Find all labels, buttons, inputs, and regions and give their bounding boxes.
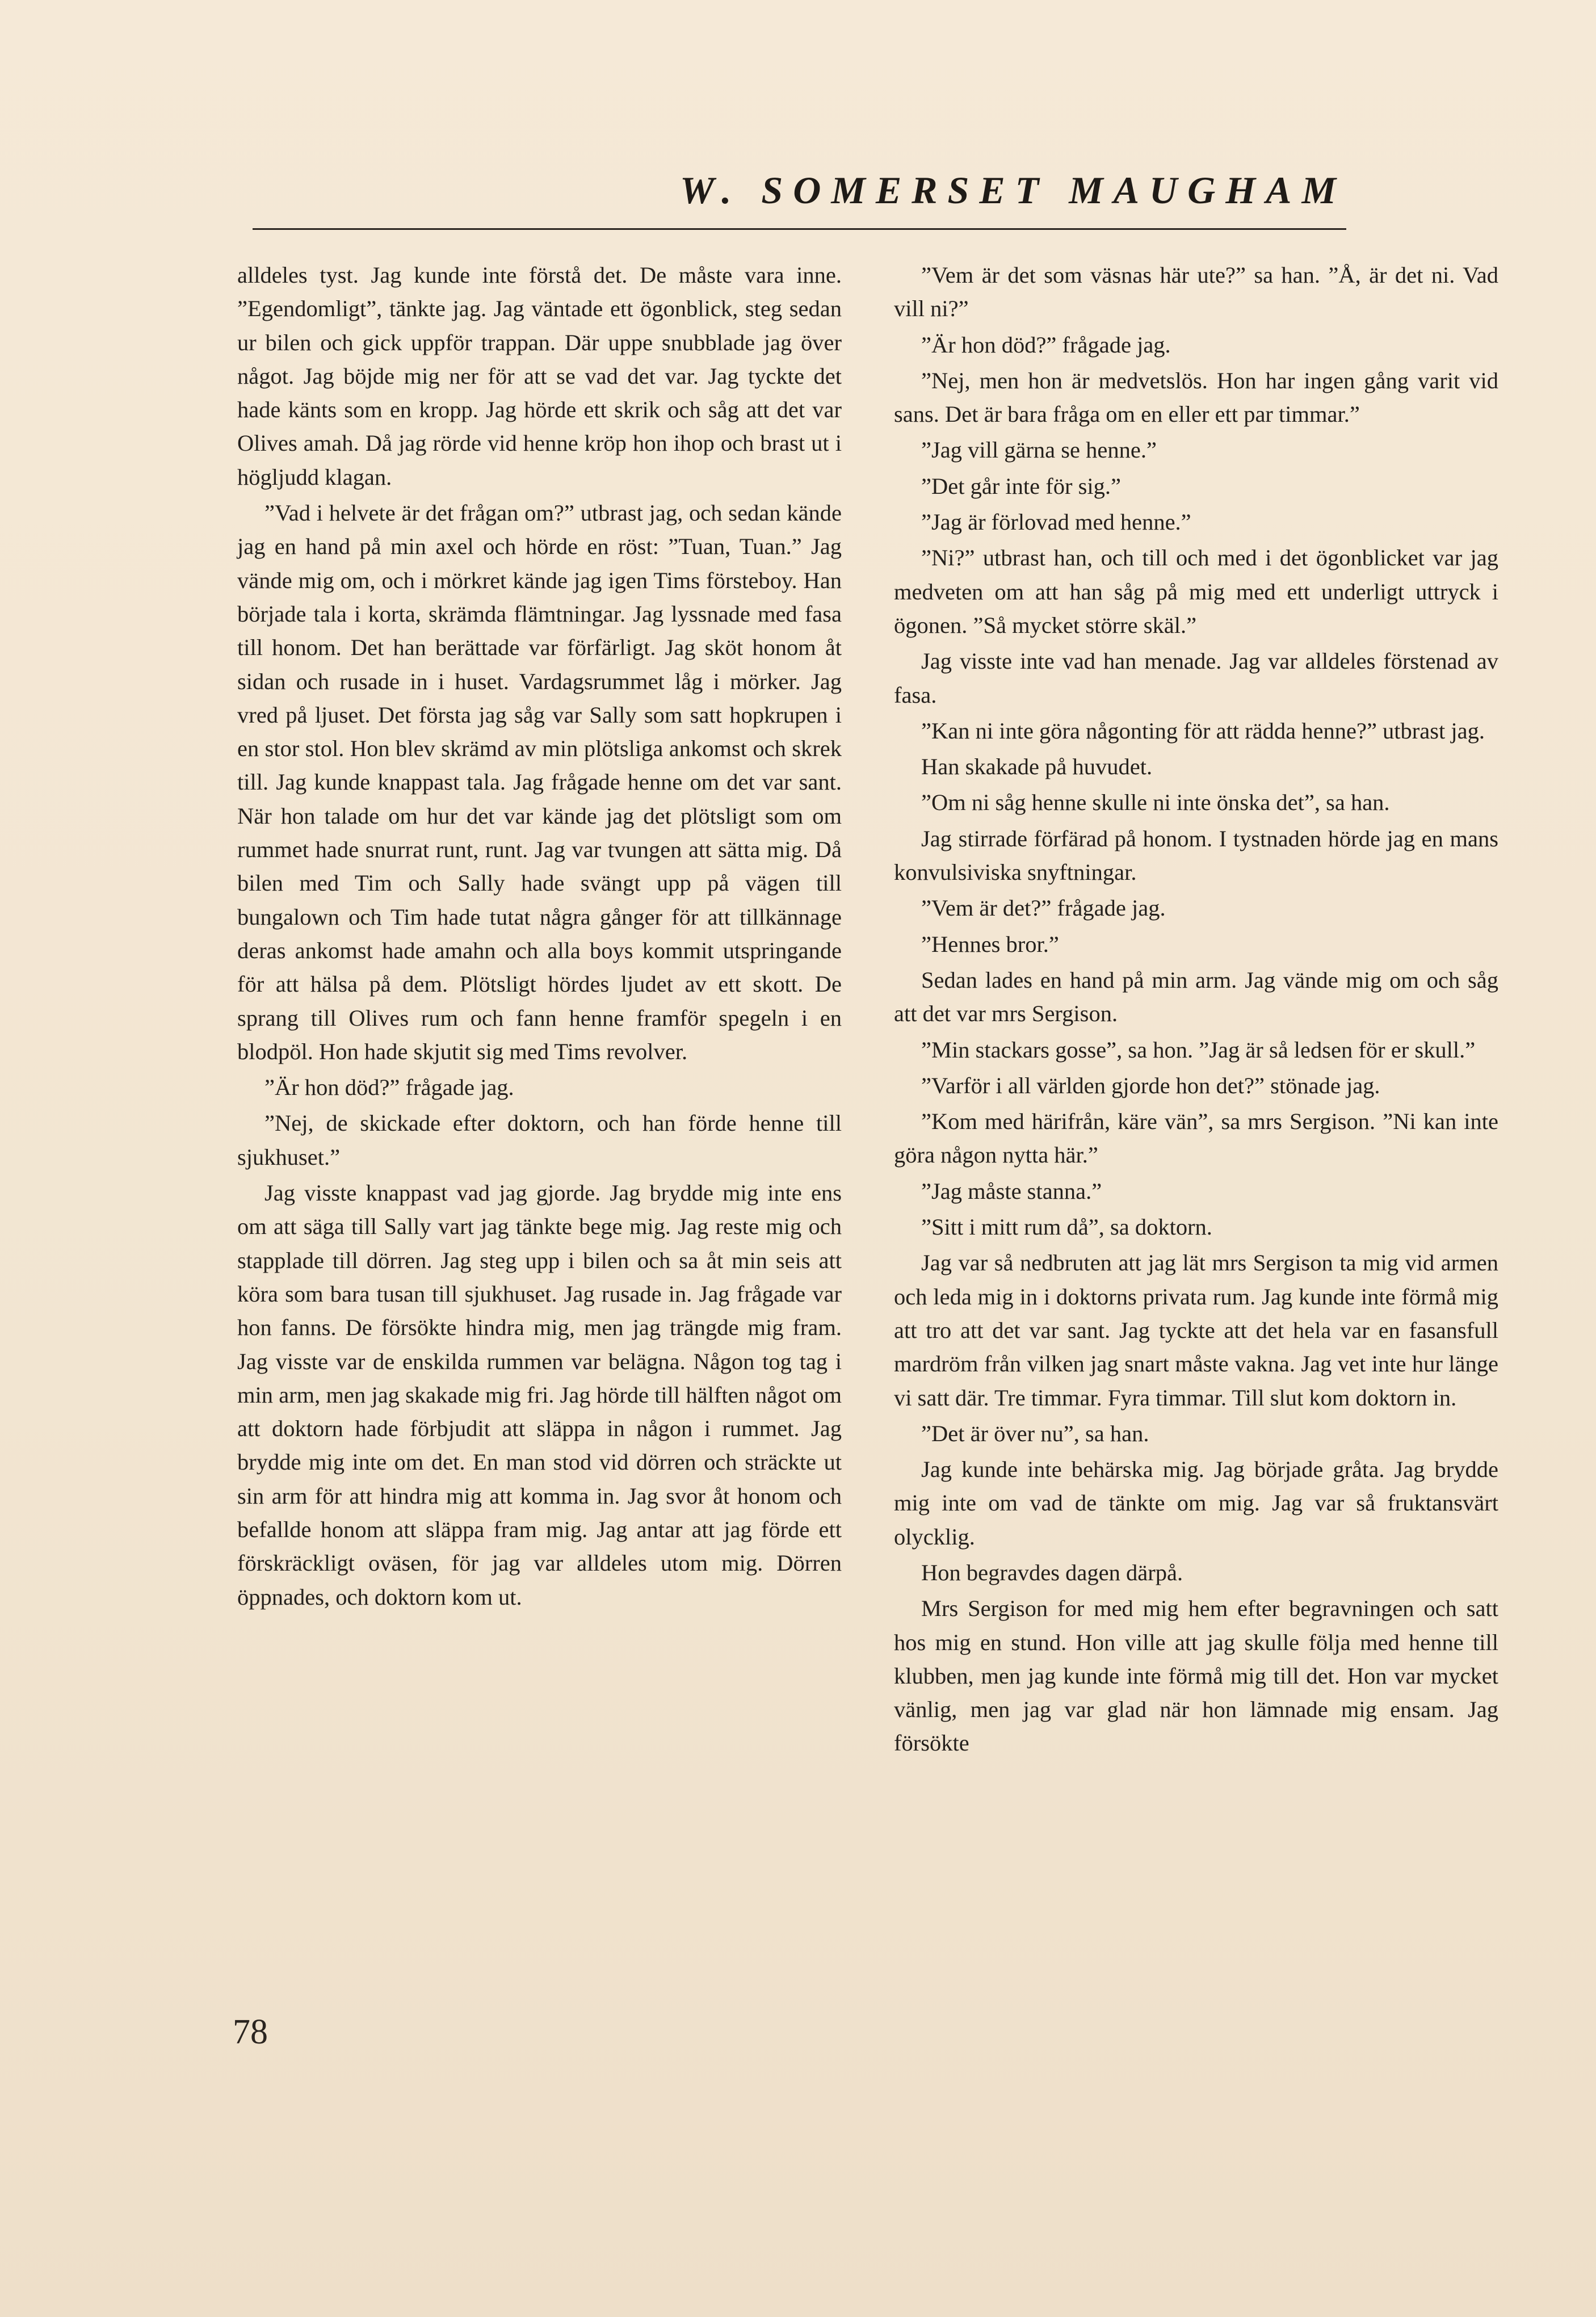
paragraph: ”Kan ni inte göra någonting för att rädda henne?” utbrast jag. [921, 717, 1485, 744]
paragraph: ”Det går inte för sig.” [921, 473, 1121, 499]
paragraph: ”Varför i all världen gjorde hon det?” stönade jag. [921, 1072, 1380, 1098]
paragraph: ”Nej, men hon är medvetslös. Hon har ingen gång varit vid sans. Det är bara fråga om en eller ett par timmar.” [894, 367, 1498, 427]
paragraph: ”Vad i helvete är det frågan om?” utbrast jag, och sedan kände jag en hand på min axel och hörde en röst: ”Tuan, Tuan.” Jag vände mig om, och i mörkret kände jag igen Tims försteboy. Han började tala i korta, skrämda flämtningar. Jag lyssnade med fasa till honom. Det han berättade var förfärligt. Jag sköt honom åt sidan och rusade in i huset. Vardagsrummet låg i mörker. Jag vred på ljuset. Det första jag såg var Sally som satt hopkrupen i en stor stol. Hon blev skrämd av min plötsliga ankomst och skrek till. Jag kunde knappast tala. Jag frågade henne om det var sant. När hon talade om hur det var kände jag det plötsligt som om rummet hade snurrat runt, runt. Jag var tvungen att sätta mig. Då bilen med Tim och Sally hade svängt upp på vägen till bungalown och Tim hade tutat några gånger för att tillkännage deras ankomst hade amahn och alla boys kommit utspringande för att hälsa på dem. Plötsligt hördes ljudet av ett skott. De sprang till Olives rum och fann henne framför spegeln i en blodpöl. Hon hade skjutit sig med Tims revolver. [237, 500, 842, 1064]
paragraph: ”Hennes bror.” [921, 931, 1059, 957]
paragraph: ”Vem är det som väsnas här ute?” sa han. ”Å, är det ni. Vad vill ni?” [894, 262, 1498, 322]
paragraph: Jag var så nedbruten att jag lät mrs Sergison ta mig vid armen och leda mig in i doktorns privata rum. Jag kunde inte förmå mig att tro att det var sant. Jag tyckte att det hela var en fasansfull mardröm från vilken jag snart måste vakna. Jag vet inte hur länge vi satt där. Tre timmar. Fyra timmar. Till slut kom doktorn in. [894, 1250, 1498, 1411]
paragraph: ”Kom med härifrån, käre vän”, sa mrs Sergison. ”Ni kan inte göra någon nytta här.” [894, 1109, 1498, 1168]
paragraph: Jag kunde inte behärska mig. Jag började gråta. Jag brydde mig inte om vad de tänkte om mig. Jag var så fruktansvärt olycklig. [894, 1456, 1498, 1550]
running-header: W. SOMERSET MAUGHAM [680, 169, 1346, 212]
paragraph: ”Vem är det?” frågade jag. [921, 895, 1166, 921]
paragraph: ”Ni?” utbrast han, och till och med i det ögonblicket var jag medveten om att han såg på mig med ett underligt uttryck i ögonen. ”Så mycket större skäl.” [894, 545, 1498, 638]
paragraph: ”Om ni såg henne skulle ni inte önska det”, sa han. [921, 790, 1390, 816]
paragraph: ”Är hon död?” frågade jag. [264, 1074, 514, 1101]
paragraph: Hon begravdes dagen därpå. [921, 1559, 1183, 1585]
paragraph: ”Min stackars gosse”, sa hon. ”Jag är så ledsen för er skull.” [921, 1036, 1476, 1063]
paragraph: ”Det är över nu”, sa han. [921, 1420, 1149, 1446]
paragraph: ”Nej, de skickade efter doktorn, och han förde henne till sjukhuset.” [237, 1110, 842, 1170]
paragraph: ”Jag måste stanna.” [921, 1178, 1102, 1204]
paragraph: Mrs Sergison for med mig hem efter begravningen och satt hos mig en stund. Hon ville att jag skulle följa med henne till klubben, men jag kunde inte förmå mig till det. Hon var mycket vänlig, men jag var glad när hon lämnade mig ensam. Jag försökte [894, 1596, 1498, 1756]
paragraph: ”Jag är förlovad med henne.” [921, 509, 1191, 535]
paragraph: Sedan lades en hand på min arm. Jag vände mig om och såg att det var mrs Sergison. [894, 967, 1498, 1027]
left-column [237, 258, 842, 1616]
paragraph: ”Sitt i mitt rum då”, sa doktorn. [921, 1214, 1212, 1240]
paragraph: ”Jag vill gärna se henne.” [921, 437, 1157, 463]
header-rule [253, 228, 1346, 230]
paragraph: Han skakade på huvudet. [921, 754, 1153, 780]
paragraph: Jag stirrade förfärad på honom. I tystnaden hörde jag en mans konvulsiviska snyftningar. [894, 825, 1498, 885]
right-column [894, 258, 1498, 1762]
paragraph: Jag visste knappast vad jag gjorde. Jag brydde mig inte ens om att säga till Sally vart jag tänkte bege mig. Jag reste mig och stapplade till dörren. Jag steg upp i bilen och sa åt min seis att köra som bara tusan till sjukhuset. Jag rusade in. Jag frågade var hon fanns. De försökte hindra mig, men jag trängde mig fram. Jag visste var de enskilda rummen var belägna. Någon tog tag i min arm, men jag skakade mig fri. Jag hörde till hälften något om att doktorn hade förbjudit att släppa in någon i rummet. Jag brydde mig inte om det. En man stod vid dörren och sträckte ut sin arm för att hindra mig att komma in. Jag svor åt honom och befallde honom att släppa fram mig. Jag antar att jag förde ett förskräckligt oväsen, för jag var alldeles utom mig. Dörren öppnades, och doktorn kom ut. [237, 1180, 842, 1610]
paragraph: ”Är hon död?” frågade jag. [921, 331, 1171, 358]
page-number: 78 [233, 2013, 268, 2051]
paragraph: alldeles tyst. Jag kunde inte förstå det. De måste vara inne. ”Egendomligt”, tänkte jag. Jag väntade ett ögonblick, steg sedan ur bilen och gick uppför trappan. Där uppe snubblade jag över något. Jag böjde mig ner för att se vad det var. Jag tyckte det hade känts som en kropp. Jag hörde ett skrik och såg att det var Olives amah. Då jag rörde vid henne kröp hon ihop och brast ut i högljudd klagan. [237, 262, 842, 490]
paragraph: Jag visste inte vad han menade. Jag var alldeles förstenad av fasa. [894, 648, 1498, 708]
